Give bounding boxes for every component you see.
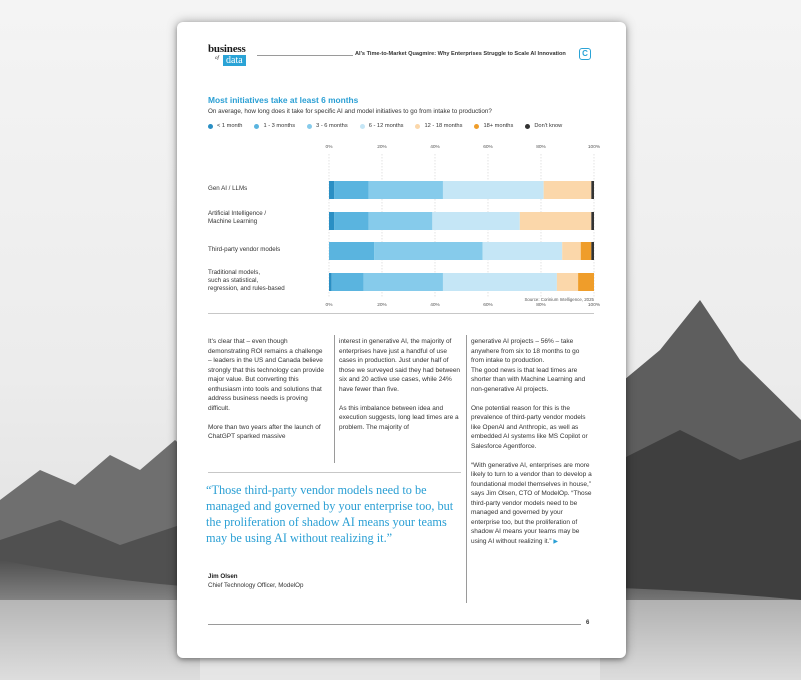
category-label	[208, 210, 266, 226]
paragraph: As this imbalance between idea and execution suggests, long lead times are a problem. The majority of	[339, 404, 459, 431]
footer-divider	[208, 624, 581, 625]
legend-swatch	[208, 124, 213, 129]
legend-label: 18+ months	[483, 123, 514, 129]
category-label	[208, 269, 285, 293]
bar-segment	[591, 242, 594, 260]
x-tick-label-bottom: 0%	[325, 303, 333, 308]
quote-divider	[208, 472, 461, 473]
bar-segment	[557, 273, 578, 291]
bar-segment	[369, 181, 443, 199]
legend-label: < 1 month	[217, 123, 243, 129]
report-page	[177, 22, 626, 658]
bar-segment	[591, 212, 594, 230]
legend-swatch	[360, 124, 365, 129]
column-divider	[334, 335, 335, 463]
quote-paragraph-text: “With generative AI, enterprises are more likely to turn to a vendor than to develop a foundational model themselves in house,” says Jim Olsen, CTO of ModelOp. “Those third-party vendor models need to be managed and governed by your enterprise too, but the proliferation of shadow AI means your teams may be using AI without realizing it.”	[471, 461, 592, 545]
paragraph: interest in generative AI, the majority of enterprises have just a handful of use cases in production. Just under half of those we surveyed said they had between six and 20 active use cases, while 24% have fewer than five.	[339, 338, 461, 393]
bar-segment	[578, 273, 594, 291]
category-label-line: Machine Learning	[208, 218, 258, 225]
chart-title: Most initiatives take at least 6 months	[208, 95, 359, 105]
body-column-1	[208, 337, 326, 451]
paragraph: One potential reason for this is the prevalence of third-party vendor models like OpenAI and Anthropic, as well as embedded AI systems like MS Copilot or Salesforce Agentforce.	[471, 404, 588, 450]
bar-segment	[329, 212, 334, 230]
legend-item	[525, 123, 562, 129]
bar-segment	[544, 181, 592, 199]
bar-segment	[520, 212, 592, 230]
chart-subtitle: On average, how long does it take for specific AI and model initiatives to go from intake to production?	[208, 108, 492, 115]
category-label-line: Artificial Intelligence /	[208, 210, 267, 217]
paragraph	[471, 461, 593, 548]
legend-swatch	[474, 124, 479, 129]
legend-item	[208, 123, 242, 129]
legend-label: 3 - 6 months	[316, 123, 348, 129]
bar-segment	[329, 273, 332, 291]
bar-segment	[581, 242, 592, 260]
x-tick-label-bottom: 80%	[536, 303, 546, 308]
legend-item	[415, 123, 462, 129]
x-tick-label-top: 80%	[536, 145, 546, 150]
quote-author-name: Jim Olsen	[208, 573, 238, 580]
body-column-2	[339, 337, 461, 442]
category-label	[208, 185, 247, 193]
x-tick-label-bottom: 60%	[483, 303, 493, 308]
x-tick-label-bottom: 40%	[430, 303, 440, 308]
bar-segment	[443, 181, 544, 199]
quote-author-role: Chief Technology Officer, ModelOp	[208, 582, 304, 589]
bar-segment	[591, 181, 594, 199]
x-tick-label-top: 20%	[377, 145, 387, 150]
brand-logo-business: business	[208, 43, 246, 55]
bar-segment	[329, 181, 334, 199]
paragraph: The good news is that lead times are shorter than with Machine Learning and non-generative AI projects.	[471, 366, 586, 393]
header-title: AI's Time-to-Market Quagmire: Why Enterprises Struggle to Scale AI Innovation	[355, 51, 566, 57]
legend-item	[360, 123, 404, 129]
brand-logo-data: data	[223, 55, 246, 66]
bar-segment	[363, 273, 443, 291]
x-tick-label-bottom: 20%	[377, 303, 387, 308]
bar-segment	[432, 212, 519, 230]
x-tick-label-bottom: 100%	[587, 303, 601, 308]
section-divider	[208, 313, 594, 314]
bar-segment	[329, 242, 374, 260]
paragraph: generative AI projects – 56% – take anywhere from six to 18 months to go from intake to production.	[471, 338, 580, 364]
x-tick-label-top: 40%	[430, 145, 440, 150]
column-divider	[466, 335, 467, 603]
category-label-line: Gen AI / LLMs	[208, 185, 248, 192]
chart-source: Source: Corinium Intelligence, 2025	[524, 297, 594, 302]
legend-item	[254, 123, 295, 129]
legend-item	[474, 123, 513, 129]
chart-legend	[208, 123, 574, 129]
legend-swatch	[415, 124, 420, 129]
legend-swatch	[525, 124, 530, 129]
bar-segment	[443, 273, 557, 291]
legend-label: Don't know	[534, 123, 563, 129]
bar-segment	[483, 242, 563, 260]
legend-swatch	[254, 124, 259, 129]
publication-icon: C	[579, 48, 591, 60]
legend-label: 6 - 12 months	[368, 123, 404, 129]
stacked-bar-chart	[177, 137, 626, 317]
paragraph: It's clear that – even though demonstrating ROI remains a challenge – leaders in the US and Canada believe strongly that this technology can provide major value. But converting this enthusiasm into tools and solutions that address business needs is proving difficult.	[208, 338, 324, 412]
bar-segment	[334, 181, 368, 199]
page-number: 6	[586, 620, 590, 626]
category-label-line: Third-party vendor models	[208, 246, 281, 253]
bar-segment	[369, 212, 433, 230]
bar-segment	[334, 212, 368, 230]
continue-arrow-icon: ▶	[553, 538, 559, 545]
legend-label: 12 - 18 months	[424, 123, 463, 129]
bar-segment	[374, 242, 483, 260]
brand-logo	[208, 44, 254, 68]
category-label-line: regression, and rules-based	[208, 285, 285, 292]
legend-swatch	[307, 124, 312, 129]
legend-label: 1 - 3 months	[263, 123, 296, 129]
category-label	[208, 246, 280, 254]
x-tick-label-top: 60%	[483, 145, 493, 150]
bar-segment	[332, 273, 364, 291]
category-label-line: Traditional models,	[208, 269, 261, 276]
legend-item	[307, 123, 348, 129]
x-tick-label-top: 100%	[587, 145, 601, 150]
body-column-3	[471, 337, 593, 557]
bar-segment	[562, 242, 581, 260]
category-label-line: such as statistical,	[208, 277, 259, 284]
x-tick-label-top: 0%	[325, 145, 333, 150]
pull-quote: “Those third-party vendor models need to be managed and governed by your enterprise too, but the proliferation of shadow AI means your teams may be using AI without realizing it.”	[206, 483, 454, 545]
brand-logo-of: of	[215, 56, 219, 61]
header-divider	[257, 55, 353, 56]
paragraph: More than two years after the launch of ChatGPT sparked massive	[208, 423, 321, 440]
